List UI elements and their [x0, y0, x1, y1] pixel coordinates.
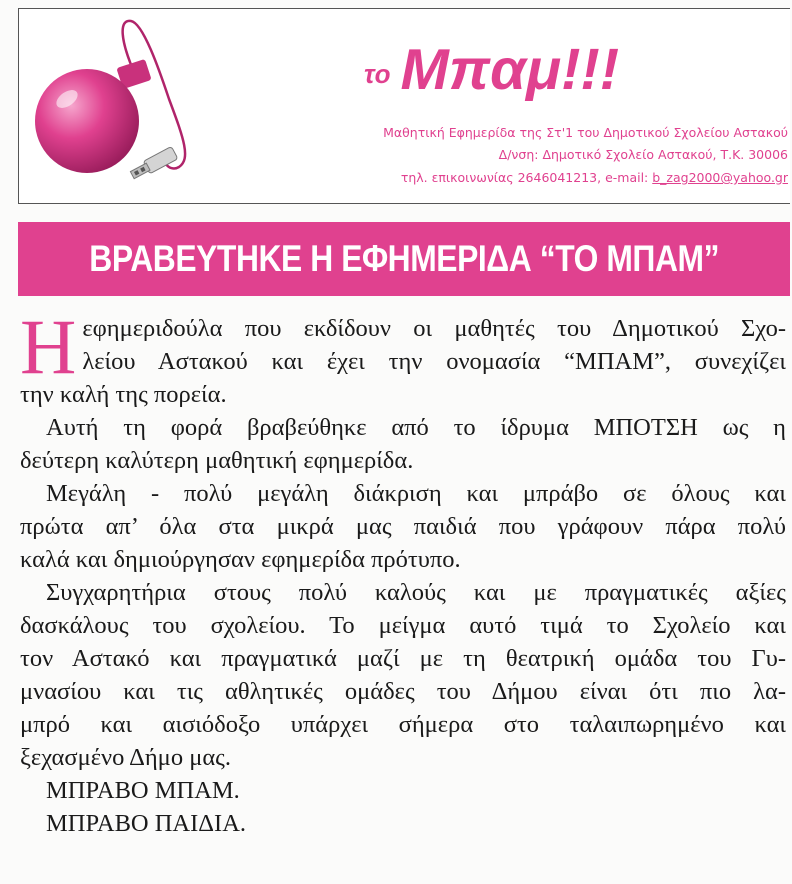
text-line: Συγχαρητήρια στους πολύ καλούς και με πραγματικές αξίες	[46, 579, 786, 606]
article-headline: ΒΡΑΒΕΥΤΗΚΕ Η ΕΦΗΜΕΡΙΔΑ “ΤΟ ΜΠΑΜ”	[89, 238, 719, 279]
closing-cheer-1: ΜΠΡΑΒΟ ΜΠΑΜ.	[46, 777, 240, 804]
text-line: λείου Αστακού και έχει την ονομασία “ΜΠΑΜ”, συνεχίζει	[82, 348, 786, 375]
article-body	[20, 303, 786, 840]
text-line: Αυτή τη φορά βραβεύθηκε από το ίδρυμα ΜΠΟΤΣΗ ως η	[46, 414, 786, 441]
title-prefix: το	[364, 59, 391, 89]
text-line: πρώτα απ’ όλα στα μικρά μας παιδιά που γράφουν πάρα πολύ	[20, 513, 786, 540]
text-line: την καλή της πορεία.	[20, 381, 227, 408]
bomb-logo-icon	[19, 9, 289, 205]
text-line: Μεγάλη - πολύ μεγάλη διάκριση και μπράβο σε όλους και	[46, 480, 786, 507]
text-line: μπρό και αισιόδοξο υπάρχει σήμερα στο ταλαιπωρημένο και	[20, 711, 786, 738]
closing-cheer-2: ΜΠΡΑΒΟ ΠΑΙΔΙΑ.	[46, 810, 247, 837]
text-line: καλά και δημιούργησαν εφημερίδα πρότυπο.	[20, 546, 461, 573]
text-line: μνασίου και τις αθλητικές ομάδες του Δήμου είναι ότι πιο λα-	[20, 678, 786, 705]
masthead-contact	[401, 172, 788, 185]
masthead-subtitle: Μαθητική Εφημερίδα της Στ'1 του Δημοτικού Σχολείου Αστακού	[383, 125, 788, 140]
contact-phone: τηλ. επικοινωνίας 2646041213, e-mail:	[400, 170, 653, 185]
headline-banner	[18, 222, 790, 296]
title-name: Μπαμ!!!	[400, 37, 620, 102]
masthead-address: Δ/νση: Δημοτικό Σχολείο Αστακού, Τ.Κ. 30006	[498, 147, 788, 162]
masthead	[18, 8, 790, 204]
drop-cap: Η	[20, 303, 77, 390]
paragraph-3	[20, 477, 786, 576]
paragraph-4	[20, 576, 786, 774]
text-line: δεύτερη καλύτερη μαθητική εφημερίδα.	[20, 447, 414, 474]
text-line: εφημεριδούλα που εκδίδουν οι μαθητές του Δημοτικού Σχο-	[82, 315, 786, 342]
text-line: ξεχασμένο Δήμο μας.	[20, 744, 231, 771]
text-line: δασκάλους του σχολείου. Το μείγμα αυτό τιμά το Σχολείο και	[20, 612, 786, 639]
email-link[interactable]: b_zag2000@yahoo.gr	[652, 170, 788, 185]
paragraph-1	[20, 303, 786, 411]
paragraph-2	[20, 411, 786, 477]
text-line: τον Αστακό και πραγματικά μαζί με τη θεατρική ομάδα του Γυ-	[20, 645, 786, 672]
newspaper-title	[364, 37, 620, 102]
